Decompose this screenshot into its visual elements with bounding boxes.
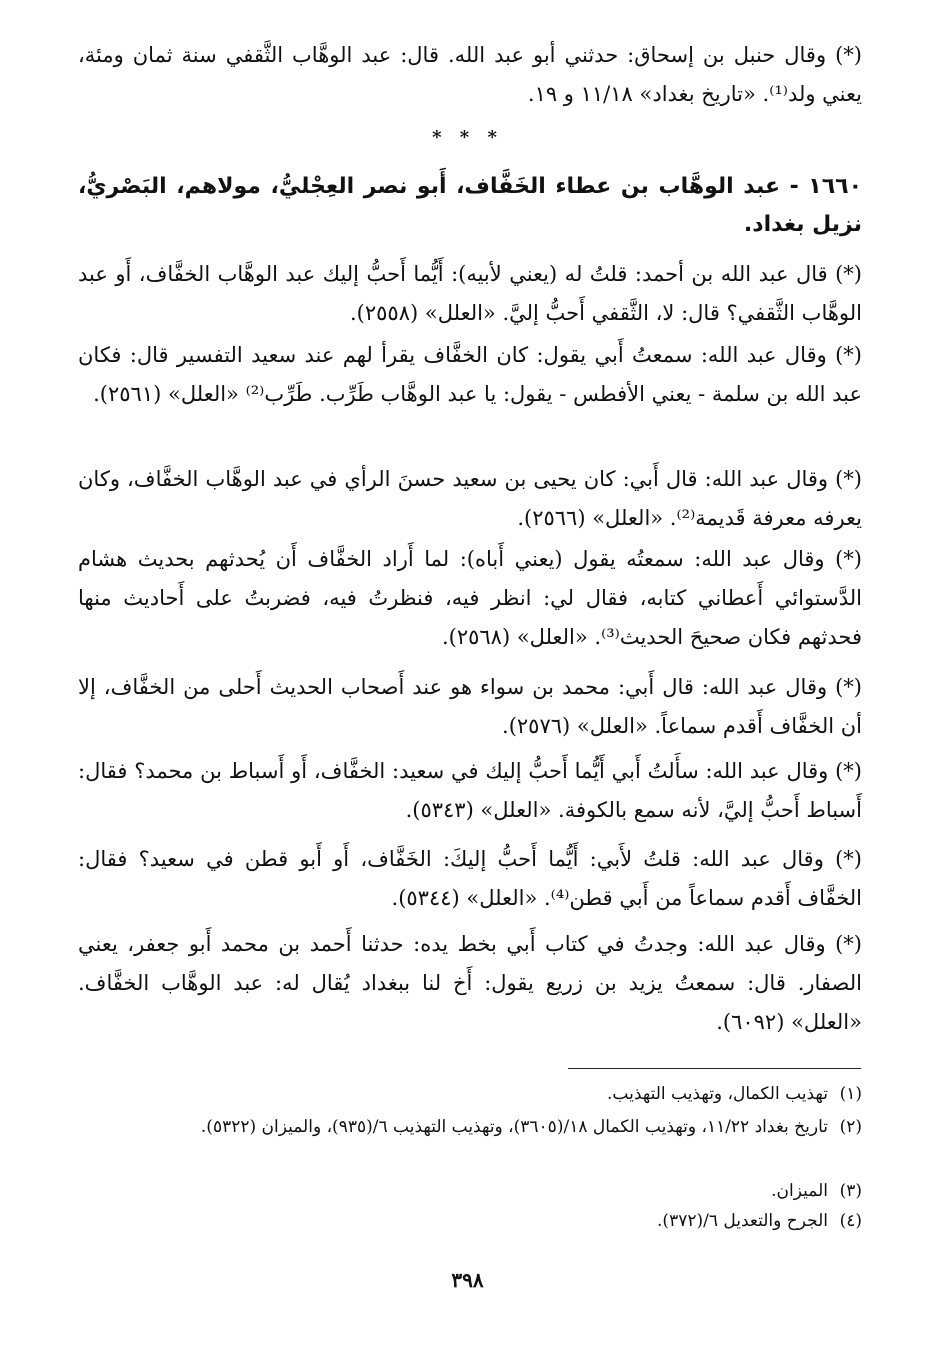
footnote-number: (٤) [839,1211,862,1231]
paragraph-8: (*) وقال عبد الله: وجدتُ في كتاب أَبي بخط يده: حدثنا أَحمد بن محمد أَبو جعفر، يعني الصفار. قال: سمعتُ يزيد بن زريع يقول: أَخ لنا ببغداد يُقال له: عبد الوهَّاب الخفَّاف. «العلل» (٦٠٩٢). [78,932,862,1034]
paragraph-4: (*) وقال عبد الله: سمعتُه يقول (يعني أَباه): لما أَراد الخفَّاف أَن يُحدثهم بحديث هشام الدَّستوائي أَعطاني كتابه، فقال لي: انظر فيه، فنظرتُ فيه، فضربتُ على أَحاديث منها فحدثهم فكان صحيحَ الحديث⁽³⁾. «العلل» (٢٥٦٨). [78,547,862,649]
footnote-rule [568,1068,861,1069]
footnote-text: تهذيب الكمال، وتهذيب التهذيب. [606,1084,828,1104]
paragraph-3: (*) وقال عبد الله: قال أَبي: كان يحيى بن سعيد حسنَ الرأي في عبد الوهَّاب الخفَّاف، وكان يعرفه معرفة قَديمة⁽²⁾. «العلل» (٢٥٦٦). [78,467,862,530]
footnote-number: (١) [839,1084,862,1104]
paragraph-hanbal-narration: (*) وقال حنبل بن إسحاق: حدثني أبو عبد الله. قال: عبد الوهَّاب الثَّقفي سنة ثمان ومئة، يعني ولد⁽¹⁾. «تاريخ بغداد» ١١/١٨ و ١٩. [78,43,862,106]
section-separator: * * * [432,127,503,148]
paragraph-5: (*) وقال عبد الله: قال أَبي: محمد بن سواء هو عند أَصحاب الحديث أَحلى من الخفَّاف، إلا أن الخفَّاف أَقدم سماعاً. «العلل» (٢٥٧٦). [78,675,862,738]
footnote-text: الجرح والتعديل ٦/(٣٧٢). [657,1211,828,1231]
page-number: ٣٩٨ [451,1268,484,1292]
footnote-number: (٢) [839,1117,862,1137]
footnote-1 [78,1080,862,1108]
paragraph-2: (*) وقال عبد الله: سمعتُ أَبي يقول: كان الخفَّاف يقرأ لهم عند سعيد التفسير قال: فكان عبد الله بن سلمة - يعني الأفطس - يقول: يا عبد الوهَّاب طَرِّب. طَرِّب⁽²⁾ «العلل» (٢٥٦١). [78,343,862,406]
footnote-3 [78,1177,862,1205]
paragraph-1: (*) قال عبد الله بن أحمد: قلتُ له (يعني لأبيه): أَيُّما أَحبُّ إليك عبد الوهَّاب الخفَّاف، أَو عبد الوهَّاب الثَّقفي؟ قال: لا، الثَّقفي أَحبُّ إليَّ. «العلل» (٢٥٥٨). [78,262,862,325]
footnote-4 [78,1207,862,1235]
footnote-text: تاريخ بغداد ١١/٢٢، وتهذيب الكمال ١٨/(٣٦٠٥)، وتهذيب التهذيب ٦/(٩٣٥)، والميزان (٥٣٢٢). [200,1117,828,1137]
paragraph-7: (*) وقال عبد الله: قلتُ لأَبي: أَيُّما أَحبُّ إليكَ: الخَفَّاف، أَو أَبو قطن في سعيد؟ فقال: الخفَّاف أَقدم سماعاً من أَبي قطن⁽⁴⁾. «العلل» (٥٣٤٤). [78,847,862,910]
entry-heading: ١٦٦٠ - عبد الوهَّاب بن عطاء الخَفَّاف، أَبو نصر العِجْليُّ، مولاهم، البَصْريُّ، نزيل بغداد. [78,174,862,237]
footnote-number: (٣) [839,1181,862,1201]
footnote-2 [78,1113,862,1141]
footnote-text: الميزان. [771,1181,828,1201]
paragraph-6: (*) وقال عبد الله: سأَلتُ أَبي أَيُّما أَحبُّ إليك في سعيد: الخفَّاف، أَو أَسباط بن محمد؟ فقال: أَسباط أَحبُّ إليَّ، لأنه سمع بالكوفة. «العلل» (٥٣٤٣). [78,759,862,822]
